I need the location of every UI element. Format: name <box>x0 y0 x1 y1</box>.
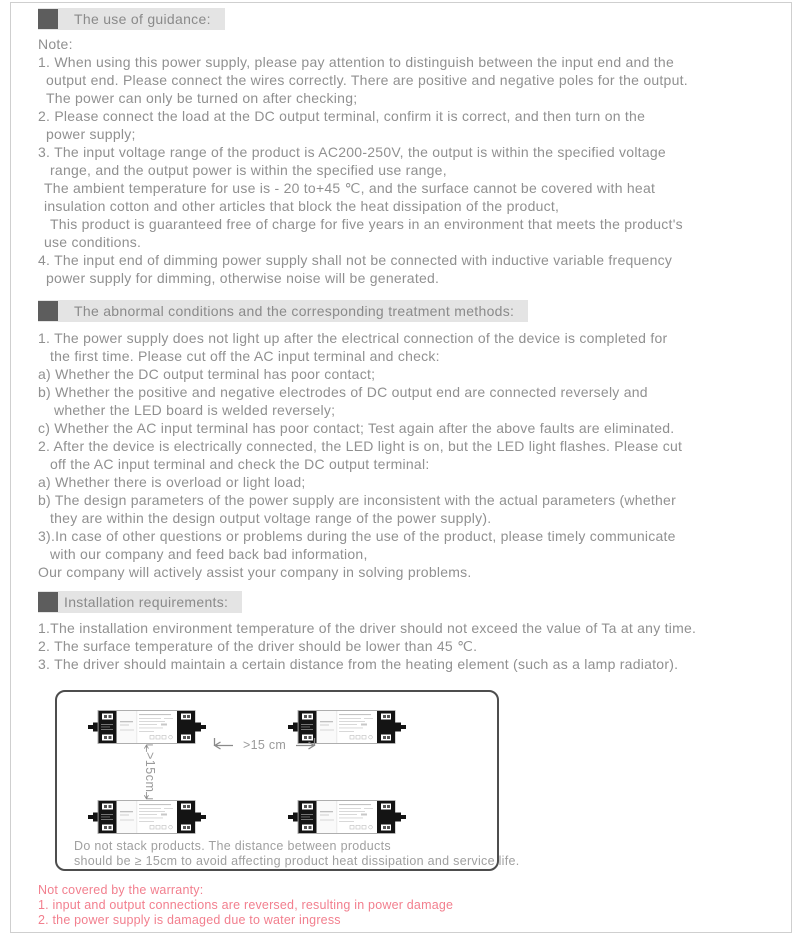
dimension-arrow-up-icon <box>141 744 157 752</box>
text-line: 1. When using this power supply, please pay attention to distinguish between the input end and the <box>38 54 674 70</box>
section-title: The use of guidance: <box>74 11 211 27</box>
section-marker-icon <box>38 592 58 612</box>
section-marker-icon <box>38 301 58 321</box>
dimension-arrow-right-icon <box>296 738 316 752</box>
text-line: 1.The installation environment temperature of the driver should not exceed the value of Ta at any time. <box>38 620 697 636</box>
psu-unit <box>288 800 406 834</box>
text-line: the first time. Please cut off the AC input terminal and check: <box>50 348 440 364</box>
warranty-notice <box>38 883 453 928</box>
text-line: power supply for dimming, otherwise noise will be generated. <box>46 270 440 286</box>
v-dimension-marker <box>141 744 157 800</box>
text-line: 3. The input voltage range of the product is AC200-250V, the output is within the specified voltage <box>38 144 666 160</box>
text-line: This product is guaranteed free of charge for five years in an environment that meets the product's <box>50 216 683 232</box>
section-guidance-text <box>38 35 688 287</box>
dimension-arrow-left-icon <box>213 738 233 752</box>
text-line: power supply; <box>46 126 136 142</box>
text-line: 4. The input end of dimming power supply shall not be connected with inductive variable frequency <box>38 252 673 268</box>
h-dimension-label: >15 cm <box>243 738 287 752</box>
text-line: The ambient temperature for use is - 20 to+45 ℃, and the surface cannot be covered with heat <box>44 180 656 196</box>
text-line: 1. The power supply does not light up after the electrical connection of the device is completed for <box>38 330 668 346</box>
section-installation-text <box>38 619 696 673</box>
warranty-item: 2. the power supply is damaged due to water ingress <box>38 913 341 927</box>
text-line: a) Whether the DC output terminal has poor contact; <box>38 366 376 382</box>
section-marker-icon <box>38 9 58 29</box>
diagram-caption-line2: should be ≥ 15cm to avoid affecting product heat dissipation and service life. <box>74 854 520 868</box>
text-line: with our company and feed back bad information, <box>50 546 368 562</box>
diagram-caption-line1: Do not stack products. The distance between products <box>74 839 391 853</box>
text-line: b) Whether the positive and negative electrodes of DC output end are connected reversely and <box>38 384 648 400</box>
text-line: whether the LED board is welded reversely; <box>54 402 336 418</box>
text-line: Note: <box>38 36 73 52</box>
section-abnormal-text <box>38 329 682 581</box>
psu-unit <box>88 710 206 744</box>
text-line: output end. Please connect the wires correctly. There are positive and negative poles for the output. <box>46 72 688 88</box>
dimension-arrow-down-icon <box>141 792 157 800</box>
spacing-diagram <box>55 690 520 871</box>
warranty-item: 1. input and output connections are reversed, resulting in power damage <box>38 898 454 912</box>
text-line: Our company will actively assist your company in solving problems. <box>38 564 472 580</box>
text-line: 3).In case of other questions or problems during the use of the product, please timely communicate <box>38 528 676 544</box>
warranty-title: Not covered by the warranty: <box>38 883 204 897</box>
section-title: Installation requirements: <box>64 594 229 610</box>
text-line: use conditions. <box>44 234 142 250</box>
text-line: 2. Please connect the load at the DC output terminal, confirm it is correct, and then turn on the <box>38 108 646 124</box>
section-title: The abnormal conditions and the corresponding treatment methods: <box>74 303 515 319</box>
text-line: 2. The surface temperature of the driver should be lower than 45 ℃. <box>38 638 478 654</box>
text-line: 2. After the device is electrically connected, the LED light is on, but the LED light flashes. Please cut <box>38 438 683 454</box>
text-line: insulation cotton and other articles that block the heat dissipation of the product, <box>44 198 560 214</box>
text-line: range, and the output power is within the specified use range, <box>50 162 447 178</box>
text-line: they are within the design output voltage range of the power supply). <box>50 510 492 526</box>
v-dimension-label: >15cm <box>143 751 157 793</box>
section-header-guidance <box>38 8 225 30</box>
text-line: b) The design parameters of the power supply are inconsistent with the actual parameters (whether <box>38 492 676 508</box>
section-header-installation <box>38 591 242 613</box>
h-dimension-marker <box>213 738 316 752</box>
text-line: a) Whether there is overload or light load; <box>38 474 306 490</box>
psu-unit <box>88 800 206 834</box>
text-line: 3. The driver should maintain a certain distance from the heating element (such as a lamp radiator). <box>38 656 679 672</box>
text-line: off the AC input terminal and check the DC output terminal: <box>50 456 430 472</box>
text-line: The power can only be turned on after checking; <box>46 90 358 106</box>
text-line: c) Whether the AC input terminal has poor contact; Test again after the above faults are eliminated. <box>38 420 675 436</box>
section-header-abnormal <box>38 300 528 322</box>
